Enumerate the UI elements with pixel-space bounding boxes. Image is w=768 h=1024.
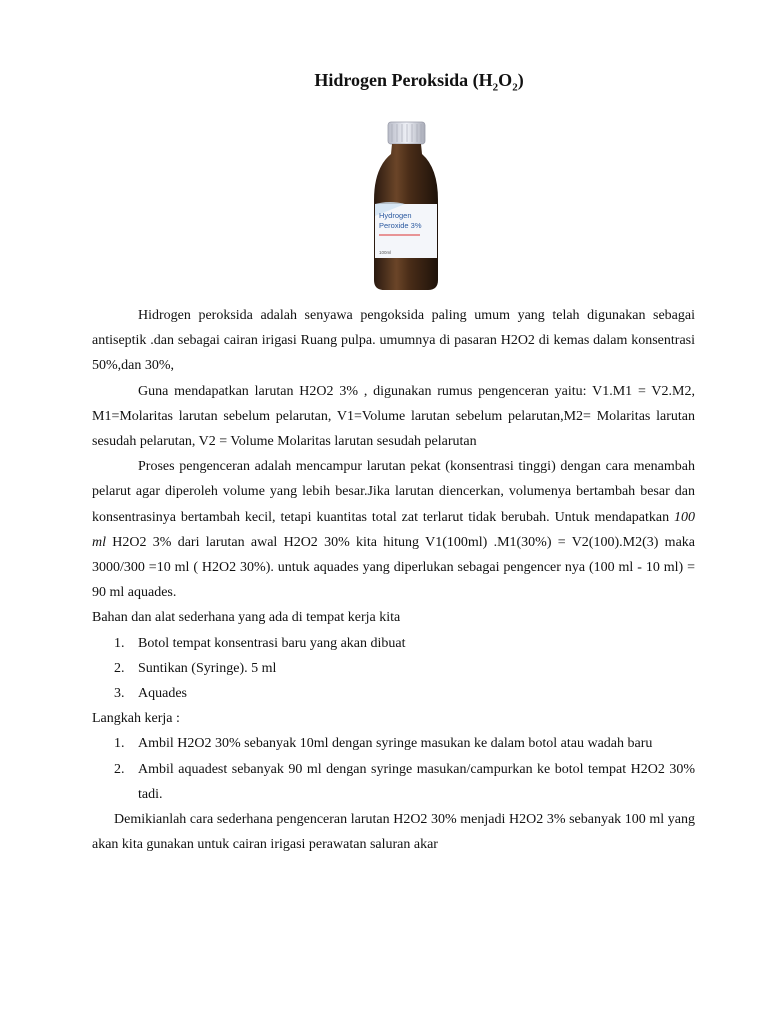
paragraph-process: Proses pengenceran adalah mencampur larutan pekat (konsentrasi tinggi) dengan cara menambah pelarut agar diperoleh volume yang lebih besar.Jika larutan diencerkan, volumenya bertambah besar dan konsentrasinya bertambah kecil, tetapi kuantitas total zat terlarut tidak berubah. Untuk mendapatkan 100 ml H2O2 3% dari larutan awal H2O2 30% kita hitung V1(100ml) .M1(30%) = V2(100).M2(3) maka 3000/300 =10 ml ( H2O2 30%). untuk aquades yang diperlukan sebagai pengencer nya (100 ml - 10 ml) = 90 ml aquades. [92,459,695,601]
bottle-label-line1: Hydrogen [379,211,412,220]
list-item: 2. Suntikan (Syringe). 5 ml [114,660,277,676]
bottle-label-line2: Peroxide 3% [379,221,422,230]
paragraph-intro: Hidrogen peroksida adalah senyawa pengoksida paling umum yang telah digunakan sebagai antiseptik .dan sebagai cairan irigasi Ruang pulpa. umumnya di pasaran H2O2 di kemas dalam konsentrasi 50%,dan 30%, [92,308,695,374]
list-item: 3. Aquades [114,686,187,702]
bottle-label-volume: 100ml [379,250,392,255]
page-title: Hidrogen Peroksida $(H_2O_2)$ [314,70,524,94]
paragraph-closing: Demikianlah cara sederhana pengenceran larutan H2O2 30% menjadi H2O2 3% sebanyak 100 ml yang akan kita gunakan untuk cairan irigasi perawatan saluran akar [92,812,695,853]
document-body [92,303,695,857]
steps-heading: Langkah kerja : [92,711,180,727]
steps-list [92,731,695,807]
list-item: 1. Botol tempat konsentrasi baru yang akan dibuat [114,635,406,651]
list-item: 1. Ambil H2O2 30% sebanyak 10ml dengan syringe masukan ke dalam botol atau wadah baru [114,736,653,752]
materials-list [92,631,695,707]
list-item: 2. Ambil aquadest sebanyak 90 ml dengan syringe masukan/campurkan ke botol tempat H2O2 30% tadi. [114,761,695,802]
materials-heading: Bahan dan alat sederhana yang ada di tempat kerja kita [92,610,401,626]
hydrogen-peroxide-bottle-image [370,120,442,292]
paragraph-formula: Guna mendapatkan larutan H2O2 3% , digunakan rumus pengenceran yaitu: V1.M1 = V2.M2, M1=Molaritas larutan sebelum pelarutan, V1=Volume larutan sebelum pelarutan,M2= Molaritas larutan sesudah pelarutan, V2 = Volume Molaritas larutan sesudah pelarutan [92,383,695,450]
